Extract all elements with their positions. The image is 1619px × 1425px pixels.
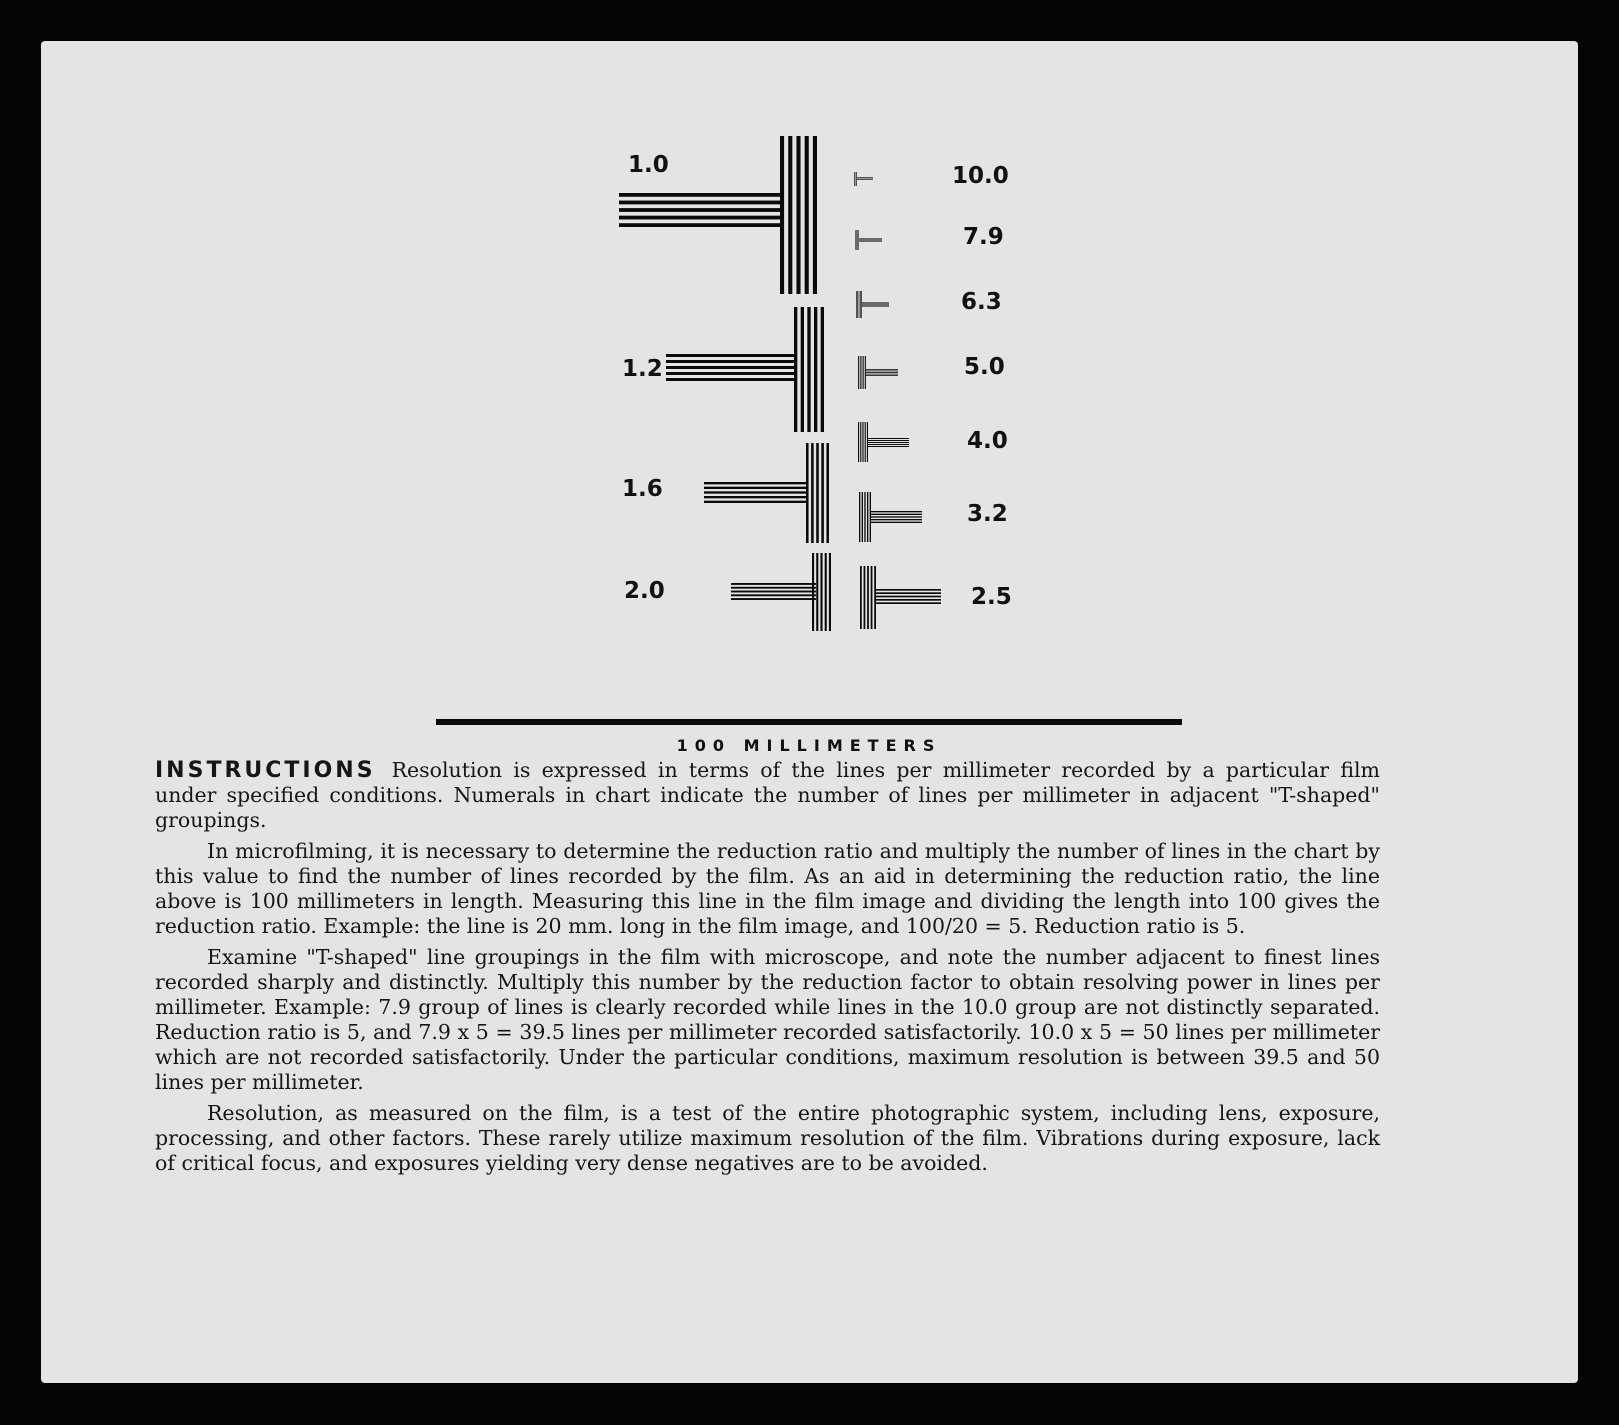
right-t-group-6-vertical-line bbox=[864, 492, 865, 542]
right-t-group-7-horizontal-line bbox=[876, 589, 941, 591]
left-t-group-1-vertical-line bbox=[788, 136, 792, 294]
left-t-group-4-horizontal-line bbox=[731, 594, 816, 596]
left-t-group-4-vertical-line bbox=[820, 553, 822, 631]
instructions-paragraph-1 bbox=[155, 758, 1380, 833]
right-group-label-7: 2.5 bbox=[971, 584, 1012, 610]
left-t-group-4-horizontal-line bbox=[731, 583, 816, 585]
scale-line-100mm bbox=[436, 719, 1182, 725]
left-t-group-1-vertical-line bbox=[796, 136, 800, 294]
left-t-group-4-vertical-line bbox=[825, 553, 827, 631]
left-t-group-1-horizontal-line bbox=[619, 193, 782, 197]
right-t-group-6-vertical-line bbox=[867, 492, 868, 542]
right-t-group-5-horizontal-line bbox=[868, 438, 909, 439]
right-t-group-7-vertical bbox=[860, 566, 876, 629]
left-t-group-1-horizontal-line bbox=[619, 223, 782, 227]
right-t-group-4-vertical-line bbox=[858, 356, 859, 389]
right-t-group-4-vertical-line bbox=[860, 356, 861, 389]
right-t-group-5-vertical-line bbox=[862, 422, 863, 462]
left-t-group-2-horizontal-line bbox=[666, 360, 797, 363]
left-t-group-1-vertical-line bbox=[813, 136, 817, 294]
instructions-paragraph-2: In microfilming, it is necessary to determine the reduction ratio and multiply the number of lines in the chart by this value to find the number of lines recorded by the film. As an aid in determining the reduction ratio, the line above is 100 millimeters in length. Measuring this line in the film image and dividing the length into 100 gives the reduction ratio. Example: the line is 20 mm. long in the film image, and 100/20 = 5. Reduction ratio is 5. bbox=[155, 839, 1380, 938]
right-t-group-2-vertical bbox=[855, 230, 859, 250]
right-t-group-6-vertical-line bbox=[870, 492, 871, 542]
left-t-group-3-horizontal-line bbox=[704, 496, 808, 498]
right-t-group-4-horizontal-line bbox=[866, 369, 898, 370]
right-t-group-5-vertical bbox=[858, 422, 868, 462]
left-t-group-2-vertical-line bbox=[814, 307, 817, 432]
right-t-group-3-horizontal-line bbox=[862, 304, 889, 305]
left-t-group-2-vertical bbox=[794, 307, 824, 432]
left-t-group-3-horizontal bbox=[704, 482, 808, 503]
right-t-group-7-vertical-line bbox=[864, 566, 866, 629]
right-t-group-5-horizontal bbox=[868, 438, 909, 447]
right-t-group-7-horizontal bbox=[876, 589, 941, 604]
left-t-group-3-horizontal-line bbox=[704, 482, 808, 484]
right-t-group-5-vertical-line bbox=[865, 422, 866, 462]
right-t-group-7-vertical-line bbox=[874, 566, 876, 629]
right-t-group-3-vertical-line bbox=[857, 291, 858, 318]
right-t-group-1-vertical bbox=[854, 172, 857, 186]
right-t-group-7-horizontal-line bbox=[876, 599, 941, 601]
right-t-group-6-vertical bbox=[859, 492, 871, 542]
instructions-paragraph-4: Resolution, as measured on the film, is a test of the entire photographic system, including lens, exposure, processing, and other factors. These rarely utilize maximum resolution of the film. Vibrations during exposure, lack of critical focus, and exposures yielding very dense negatives are to be avoided. bbox=[155, 1101, 1380, 1175]
left-t-group-3-vertical-line bbox=[816, 443, 819, 543]
right-t-group-7-horizontal-line bbox=[876, 596, 941, 598]
instructions-text-1: Resolution is expressed in terms of the lines per millimeter recorded by a particular film under specified conditions. Numerals in chart indicate the number of lines per millimeter in adjacent "T-shaped" groupings. bbox=[155, 758, 1380, 832]
right-t-group-3-horizontal-line bbox=[862, 303, 889, 304]
left-t-group-1-horizontal-line bbox=[619, 208, 782, 212]
left-t-group-4-horizontal-line bbox=[731, 598, 816, 600]
right-t-group-3-horizontal-line bbox=[862, 306, 889, 307]
right-t-group-4-vertical bbox=[858, 356, 866, 389]
left-t-group-1-horizontal-line bbox=[619, 201, 782, 205]
right-t-group-4-vertical-line bbox=[862, 356, 863, 389]
right-t-group-4-horizontal-line bbox=[866, 374, 898, 375]
left-t-group-1-vertical-line bbox=[780, 136, 784, 294]
instructions-block bbox=[155, 758, 1380, 1182]
left-t-group-3-vertical bbox=[806, 443, 829, 543]
right-t-group-7-horizontal-line bbox=[876, 592, 941, 594]
left-t-group-4-vertical-line bbox=[829, 553, 831, 631]
right-t-group-5-vertical-line bbox=[860, 422, 861, 462]
right-t-group-3-vertical-line bbox=[859, 291, 860, 318]
left-t-group-4-vertical-line bbox=[816, 553, 818, 631]
left-t-group-2-vertical-line bbox=[807, 307, 810, 432]
right-t-group-3-vertical-line bbox=[861, 291, 862, 318]
left-t-group-4-horizontal-line bbox=[731, 591, 816, 593]
left-t-group-4-vertical-line bbox=[812, 553, 814, 631]
right-t-group-4-horizontal-line bbox=[866, 372, 898, 373]
left-t-group-3-vertical-line bbox=[811, 443, 814, 543]
right-t-group-4-horizontal bbox=[866, 369, 898, 376]
right-t-group-7-horizontal-line bbox=[876, 602, 941, 604]
t-pattern-marks bbox=[619, 136, 941, 631]
left-t-group-2-vertical-line bbox=[794, 307, 797, 432]
right-t-group-6-horizontal-line bbox=[871, 511, 922, 512]
left-t-group-3-vertical-line bbox=[821, 443, 824, 543]
right-t-group-6-vertical-line bbox=[862, 492, 863, 542]
right-group-label-6: 3.2 bbox=[967, 501, 1008, 527]
left-t-group-4-horizontal bbox=[731, 583, 816, 600]
right-group-label-2: 7.9 bbox=[963, 224, 1004, 250]
left-t-group-2-horizontal-line bbox=[666, 378, 797, 381]
right-t-group-5-vertical-line bbox=[867, 422, 868, 462]
right-t-group-4-vertical-line bbox=[865, 356, 866, 389]
left-t-group-3-horizontal-line bbox=[704, 487, 808, 489]
left-t-group-3-horizontal-line bbox=[704, 501, 808, 503]
left-t-group-3-horizontal-line bbox=[704, 491, 808, 493]
left-t-group-1-vertical bbox=[780, 136, 817, 294]
instructions-paragraph-3: Examine "T-shaped" line groupings in the film with microscope, and note the number adjacent to finest lines recorded sharply and distinctly. Multiply this number by the reduction factor to obtain resolving power in lines per millimeter. Example: 7.9 group of lines is clearly recorded while lines in the 10.0 group are not distinctly separated. Reduction ratio is 5, and 7.9 x 5 = 39.5 lines per millimeter recorded satisfactorily. 10.0 x 5 = 50 lines per millimeter which are not recorded satisfactorily. Under the particular conditions, maximum resolution is between 39.5 and 50 lines per millimeter. bbox=[155, 945, 1380, 1094]
right-t-group-5-horizontal-line bbox=[868, 444, 909, 445]
right-t-group-3-vertical-line bbox=[856, 291, 857, 318]
scale-label: 100 MILLIMETERS bbox=[676, 736, 942, 755]
right-t-group-3-horizontal-line bbox=[862, 305, 889, 306]
right-t-group-3-horizontal bbox=[862, 302, 889, 307]
right-t-group-5-vertical-line bbox=[858, 422, 859, 462]
left-t-group-1-horizontal-line bbox=[619, 216, 782, 220]
right-t-group-6-horizontal-line bbox=[871, 522, 922, 523]
left-group-label-2: 1.2 bbox=[622, 356, 663, 382]
right-group-label-5: 4.0 bbox=[967, 428, 1008, 454]
right-t-group-3-vertical bbox=[856, 291, 862, 318]
left-t-group-2-vertical-line bbox=[821, 307, 824, 432]
right-t-group-3-vertical-line bbox=[860, 291, 861, 318]
left-group-label-3: 1.6 bbox=[622, 476, 663, 502]
left-group-label-4: 2.0 bbox=[624, 578, 665, 604]
right-t-group-6-horizontal-line bbox=[871, 514, 922, 515]
right-t-group-6-vertical-line bbox=[859, 492, 860, 542]
left-t-group-2-horizontal bbox=[666, 354, 797, 381]
right-t-group-6-horizontal bbox=[871, 511, 922, 523]
left-t-group-2-horizontal-line bbox=[666, 366, 797, 369]
right-t-group-4-vertical-line bbox=[863, 356, 864, 389]
left-t-group-1-horizontal bbox=[619, 193, 782, 227]
right-t-group-5-horizontal-line bbox=[868, 446, 909, 447]
right-t-group-1-horizontal bbox=[857, 177, 873, 180]
right-t-group-2-horizontal bbox=[859, 238, 882, 242]
right-t-group-6-horizontal-line bbox=[871, 519, 922, 520]
instructions-heading: INSTRUCTIONS bbox=[155, 758, 376, 783]
left-group-label-1: 1.0 bbox=[628, 152, 669, 178]
right-t-group-7-vertical-line bbox=[871, 566, 873, 629]
right-t-group-6-horizontal-line bbox=[871, 516, 922, 517]
left-t-group-2-vertical-line bbox=[801, 307, 804, 432]
right-t-group-5-horizontal-line bbox=[868, 440, 909, 441]
right-group-label-1: 10.0 bbox=[952, 163, 1009, 189]
right-t-group-4-horizontal-line bbox=[866, 371, 898, 372]
left-t-group-3-vertical-line bbox=[806, 443, 809, 543]
right-t-group-4-horizontal-line bbox=[866, 375, 898, 376]
right-t-group-7-vertical-line bbox=[860, 566, 862, 629]
left-t-group-4-horizontal-line bbox=[731, 587, 816, 589]
right-group-label-4: 5.0 bbox=[964, 354, 1005, 380]
right-t-group-5-horizontal-line bbox=[868, 442, 909, 443]
right-group-label-3: 6.3 bbox=[961, 289, 1002, 315]
left-t-group-2-horizontal-line bbox=[666, 354, 797, 357]
left-t-group-2-horizontal-line bbox=[666, 372, 797, 375]
right-t-group-3-horizontal-line bbox=[862, 302, 889, 303]
left-t-group-3-vertical-line bbox=[826, 443, 829, 543]
left-t-group-1-vertical-line bbox=[805, 136, 809, 294]
right-t-group-7-vertical-line bbox=[867, 566, 869, 629]
